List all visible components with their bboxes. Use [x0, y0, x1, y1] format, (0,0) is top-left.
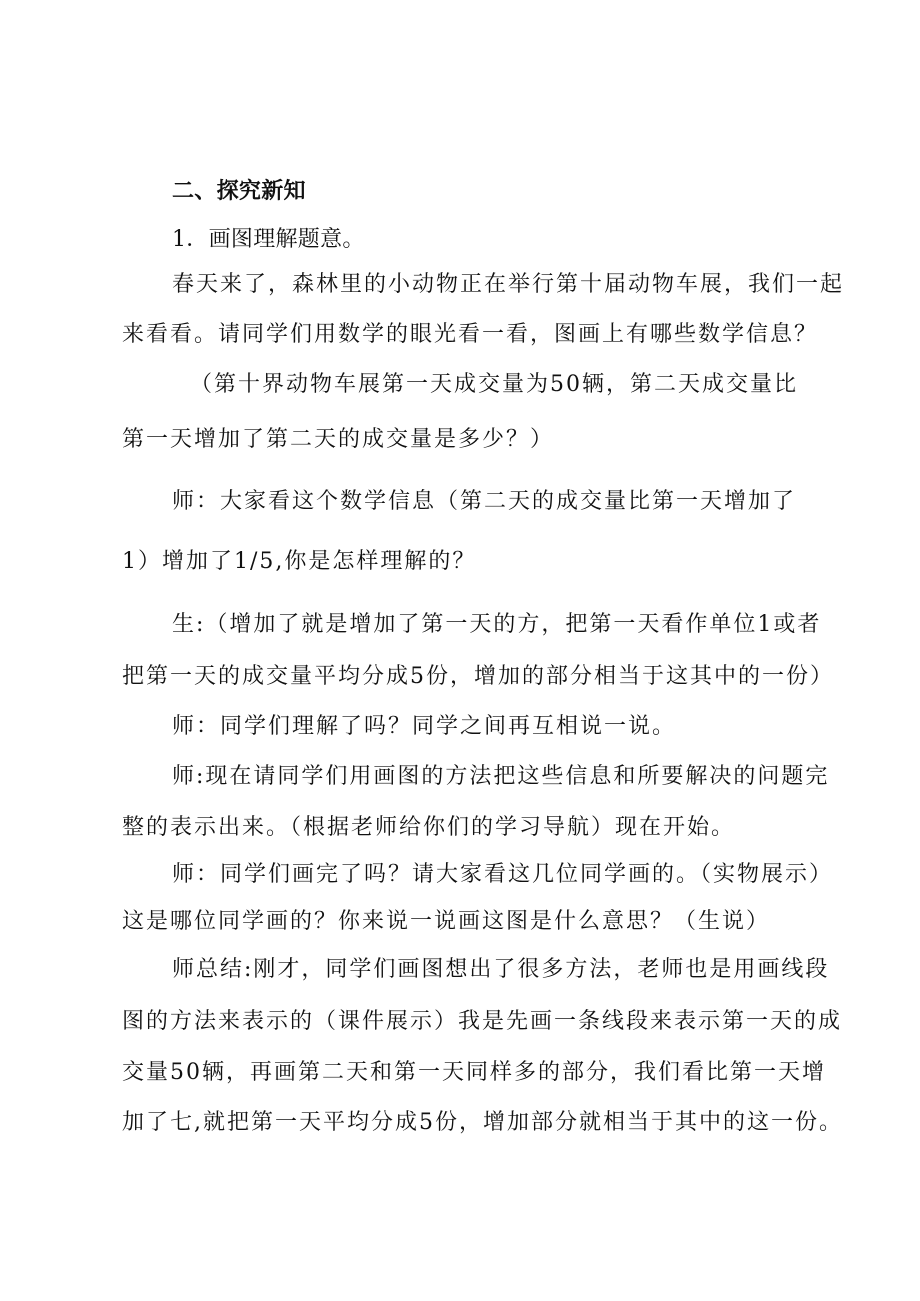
teacher-4-line-2: 这是哪位同学画的？你来说一说画这图是什么意思？（生说） [122, 909, 771, 934]
teacher-2-line: 师：同学们理解了吗？同学之间再互相说一说。 [172, 714, 677, 739]
item-1-heading: 1．画图理解题意。 [172, 227, 365, 252]
intro-line-2: 来看看。请同学们用数学的眼光看一看，图画上有哪些数学信息？ [122, 322, 819, 347]
teacher-3-line-2: 整的表示出来。（根据老师给你们的学习导航）现在开始。 [122, 815, 736, 840]
student-line-2: 把第一天的成交量平均分成5份，增加的部分相当于这其中的一份） [122, 664, 834, 689]
info-line-2: 第一天增加了第二天的成交量是多少？） [122, 427, 555, 452]
info-line-1: （第十界动物车展第一天成交量为50辆，第二天成交量比 [190, 372, 798, 397]
summary-line-2: 图的方法来表示的（课件展示）我是先画一条线段来表示第一天的成 [122, 1009, 843, 1034]
teacher-1-line-1: 师：大家看这个数学信息（第二天的成交量比第一天增加了 [172, 489, 797, 514]
intro-line-1: 春天来了，森林里的小动物正在举行第十届动物车展，我们一起 [172, 272, 845, 297]
teacher-3-line-1: 师:现在请同学们用画图的方法把这些信息和所要解决的问题完 [172, 764, 830, 789]
summary-line-3: 交量50辆，再画第二天和第一天同样多的部分，我们看比第一天增 [122, 1060, 826, 1085]
section-title: 二、探究新知 [172, 179, 306, 204]
teacher-4-line-1: 师：同学们画完了吗？请大家看这几位同学画的。（实物展示） [172, 862, 834, 887]
summary-line-4: 加了七,就把第一天平均分成5份，增加部分就相当于其中的这一份。 [122, 1110, 843, 1135]
teacher-1-line-2: 1）增加了1/5,你是怎样理解的？ [122, 549, 477, 574]
summary-line-1: 师总结:刚才，同学们画图想出了很多方法，老师也是用画线段 [172, 957, 830, 982]
student-line-1: 生:（增加了就是增加了第一天的方，把第一天看作单位1或者 [172, 612, 822, 637]
